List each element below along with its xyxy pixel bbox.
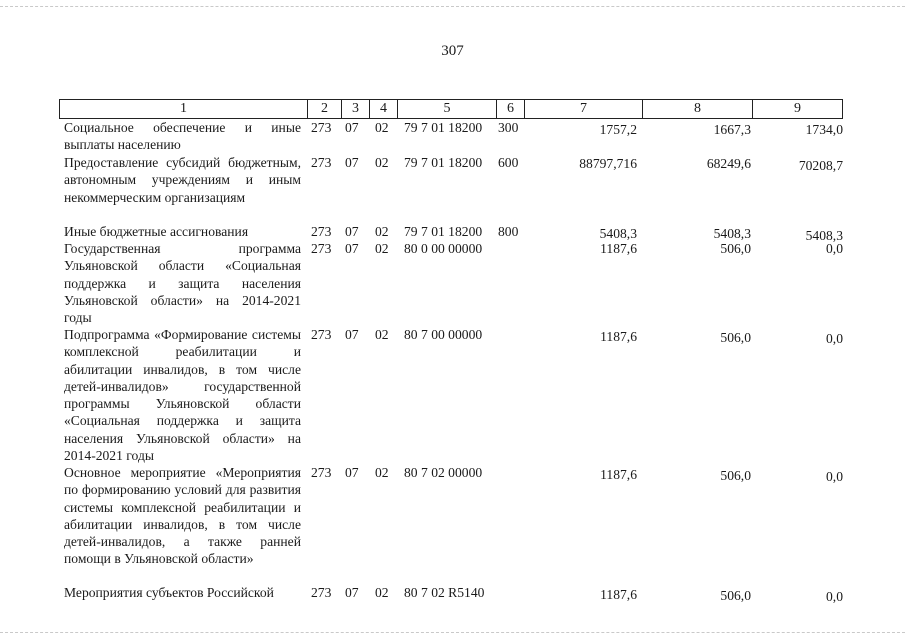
row-code-section: 07	[345, 465, 359, 480]
row-code-subsection: 02	[375, 155, 389, 170]
row-code-section: 07	[345, 155, 359, 170]
row-code-target: 80 0 00 00000	[404, 241, 483, 256]
row-amount-col8: 5408,3	[713, 226, 751, 241]
row-code-section: 07	[345, 241, 359, 256]
row-code-subsection: 02	[375, 224, 389, 239]
row-code-chapter: 273	[311, 155, 332, 170]
row-name: Иные бюджетные ассигнования	[64, 224, 249, 239]
row-amount-col7: 1187,6	[600, 587, 637, 602]
header-col-9: 9	[752, 100, 842, 118]
row-amount-col8: 1667,3	[713, 122, 751, 137]
row-code-subsection: 02	[375, 241, 389, 256]
row-code-section: 07	[345, 120, 359, 135]
row-amount-col9: 0,0	[826, 331, 843, 346]
row-code-target: 79 7 01 18200	[404, 120, 483, 135]
header-col-2: 2	[307, 100, 341, 118]
row-name: Социальное обеспечение и иные выплаты населению	[64, 120, 301, 153]
row-amount-col8: 506,0	[720, 241, 751, 256]
row-code-section: 07	[345, 224, 359, 239]
row-code-chapter: 273	[311, 120, 332, 135]
row-amount-col8: 506,0	[720, 588, 751, 603]
row-amount-col9: 0,0	[826, 241, 843, 256]
header-col-3: 3	[341, 100, 369, 118]
row-code-subsection: 02	[375, 120, 389, 135]
row-amount-col8: 68249,6	[706, 156, 751, 171]
row-amount-col7: 1187,6	[600, 241, 637, 256]
row-code-target: 79 7 01 18200	[404, 224, 483, 239]
header-col-5: 5	[397, 100, 496, 118]
row-amount-col9: 70208,7	[798, 158, 843, 173]
page-number: 307	[441, 43, 464, 59]
row-amount-col9: 0,0	[826, 589, 843, 604]
header-col-6: 6	[496, 100, 524, 118]
row-amount-col7: 1187,6	[600, 329, 637, 344]
table-header	[59, 99, 843, 119]
header-col-4: 4	[369, 100, 397, 118]
row-code-section: 07	[345, 327, 359, 342]
row-amount-col7: 5408,3	[599, 226, 637, 241]
row-name: Подпрограмма «Формирование системы комплексной реабилитации и абилитации инвалидов, в том числе детей-инвалидов» государственной программы Ульяновской области «Социальная поддержка и защита населения Ульяновской области» на 2014-2021 годы	[64, 327, 301, 464]
row-amount-col8: 506,0	[720, 330, 751, 345]
scan-border-bottom	[0, 632, 905, 634]
row-code-section: 07	[345, 585, 359, 600]
row-amount-col9: 0,0	[826, 469, 843, 484]
row-name: Основное мероприятие «Мероприятия по формированию условий для развития системы комплексной реабилитации и абилитации инвалидов, в том числе детей-инвалидов, а также ранней помощи в Ульяновской области»	[64, 465, 301, 567]
row-name: Государственная программа Ульяновской области «Социальная поддержка и защита населения Ульяновской области» на 2014-2021 годы	[64, 241, 301, 326]
row-code-target: 80 7 00 00000	[404, 327, 483, 342]
row-code-subsection: 02	[375, 465, 389, 480]
row-code-chapter: 273	[311, 327, 332, 342]
row-code-chapter: 273	[311, 585, 332, 600]
row-amount-col7: 88797,716	[579, 156, 637, 171]
header-col-7: 7	[524, 100, 642, 118]
row-code-subsection: 02	[375, 327, 389, 342]
row-code-expense: 300	[498, 120, 519, 135]
header-col-1: 1	[180, 101, 187, 116]
row-code-target: 80 7 02 R5140	[404, 585, 485, 600]
row-amount-col9: 1734,0	[805, 122, 843, 137]
row-code-target: 79 7 01 18200	[404, 155, 483, 170]
row-code-chapter: 273	[311, 465, 332, 480]
row-name: Мероприятия субъектов Российской	[64, 585, 274, 600]
row-code-subsection: 02	[375, 585, 389, 600]
row-amount-col9: 5408,3	[805, 228, 843, 243]
header-col-8: 8	[642, 100, 752, 118]
row-code-chapter: 273	[311, 241, 332, 256]
row-code-expense: 600	[498, 155, 519, 170]
row-amount-col8: 506,0	[720, 468, 751, 483]
row-code-expense: 800	[498, 224, 519, 239]
row-amount-col7: 1757,2	[599, 122, 637, 137]
scan-border-top	[0, 6, 905, 8]
row-amount-col7: 1187,6	[600, 467, 637, 482]
row-code-chapter: 273	[311, 224, 332, 239]
row-code-target: 80 7 02 00000	[404, 465, 483, 480]
row-name: Предоставление субсидий бюджетным, автономным учреждениям и иным некоммерческим организациям	[64, 155, 301, 205]
